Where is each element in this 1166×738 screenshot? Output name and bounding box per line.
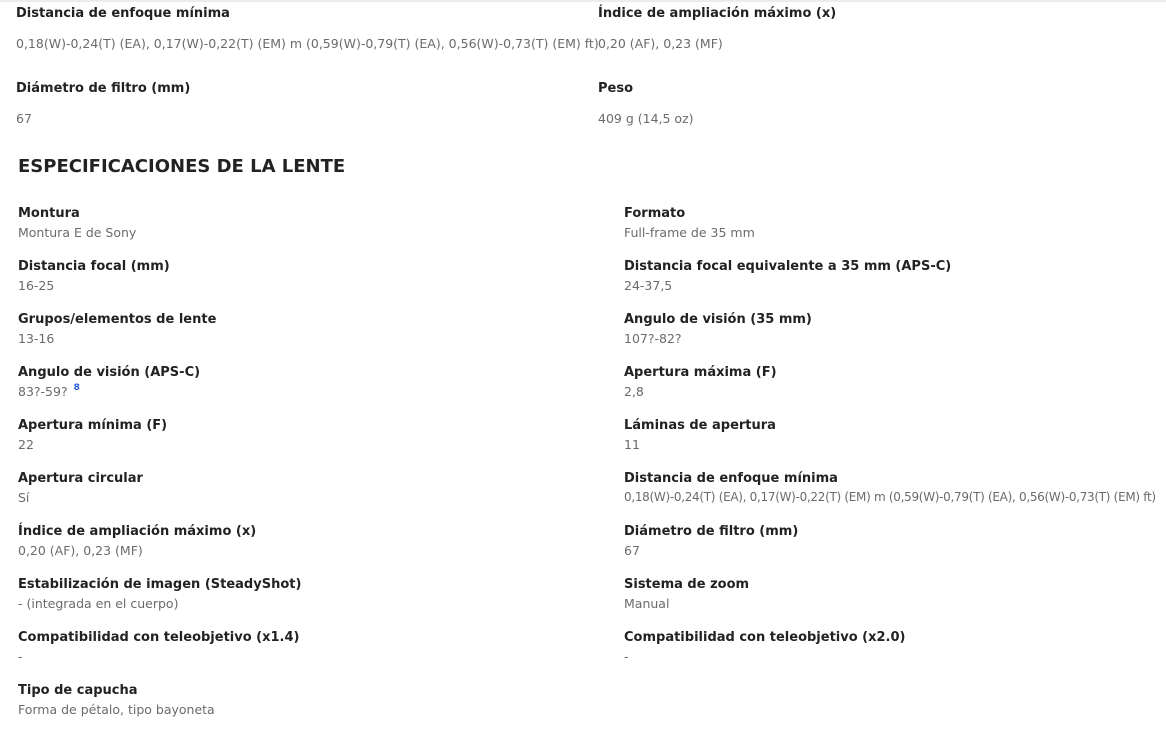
spec-value: - (integrada en el cuerpo) xyxy=(18,596,179,611)
spec-value: Forma de pétalo, tipo bayoneta xyxy=(18,702,215,717)
spec-label: Láminas de apertura xyxy=(624,418,776,433)
spec-value: 0,18(W)-0,24(T) (EA), 0,17(W)-0,22(T) (EM) m (0,59(W)-0,79(T) (EA), 0,56(W)-0,73(T) (EM) ft) xyxy=(16,36,599,51)
spec-label: Compatibilidad con teleobjetivo (x1.4) xyxy=(18,630,300,645)
spec-label: Formato xyxy=(624,206,686,221)
spec-value: 0,18(W)-0,24(T) (EA), 0,17(W)-0,22(T) (EM) m (0,59(W)-0,79(T) (EA), 0,56(W)-0,73(T) (EM) ft) xyxy=(624,490,1156,504)
spec-item xyxy=(18,576,301,612)
spec-value: Manual xyxy=(624,596,670,611)
spec-value: 107?-82? xyxy=(624,331,682,346)
spec-value: - xyxy=(624,649,629,664)
spec-item xyxy=(18,629,299,665)
spec-item xyxy=(18,523,256,559)
spec-item xyxy=(624,364,777,400)
section-title: ESPECIFICACIONES DE LA LENTE xyxy=(18,156,346,177)
spec-label: Apertura máxima (F) xyxy=(624,365,777,380)
spec-label: Peso xyxy=(598,81,634,96)
spec-value: Sí xyxy=(18,490,30,505)
spec-value: 22 xyxy=(18,437,34,452)
spec-value: 67 xyxy=(16,111,32,126)
spec-label: Diámetro de filtro (mm) xyxy=(624,524,799,539)
spec-item xyxy=(624,470,1156,506)
spec-item xyxy=(18,205,136,241)
spec-label: Sistema de zoom xyxy=(624,577,750,592)
spec-value-with-footnote xyxy=(18,383,200,400)
top-spec-weight xyxy=(598,81,694,127)
spec-label: Índice de ampliación máximo (x) xyxy=(18,524,257,539)
spec-item xyxy=(624,629,905,665)
spec-item xyxy=(18,311,216,347)
spec-item xyxy=(624,258,951,294)
spec-value: 83?-59? xyxy=(18,384,68,399)
spec-item xyxy=(18,682,215,718)
top-spec-min-focus xyxy=(16,6,599,52)
spec-item xyxy=(624,311,812,347)
spec-label: Distancia de enfoque mínima xyxy=(16,6,230,21)
spec-item xyxy=(18,364,200,400)
spec-label: Apertura circular xyxy=(18,471,143,486)
top-spec-max-magnification xyxy=(598,6,836,52)
spec-value: 0,20 (AF), 0,23 (MF) xyxy=(598,36,723,51)
spec-label: Angulo de visión (35 mm) xyxy=(624,312,812,327)
spec-label: Diámetro de filtro (mm) xyxy=(16,81,191,96)
spec-item xyxy=(18,470,143,506)
spec-value: 24-37,5 xyxy=(624,278,673,293)
spec-label: Tipo de capucha xyxy=(18,683,138,698)
spec-item xyxy=(624,417,776,453)
spec-item xyxy=(624,205,755,241)
spec-label: Angulo de visión (APS-C) xyxy=(18,365,201,380)
spec-label: Grupos/elementos de lente xyxy=(18,312,217,327)
footnote-link[interactable]: 8 xyxy=(73,383,80,393)
spec-value: 2,8 xyxy=(624,384,644,399)
spec-label: Distancia de enfoque mínima xyxy=(624,471,838,486)
spec-value: 0,20 (AF), 0,23 (MF) xyxy=(18,543,143,558)
spec-item xyxy=(18,258,170,294)
spec-item xyxy=(624,523,798,559)
top-divider xyxy=(0,0,1166,2)
spec-item xyxy=(624,576,749,612)
spec-value: Montura E de Sony xyxy=(18,225,137,240)
spec-value: 11 xyxy=(624,437,640,452)
spec-label: Distancia focal equivalente a 35 mm (APS-C) xyxy=(624,259,952,274)
spec-label: Distancia focal (mm) xyxy=(18,259,170,274)
spec-label: Montura xyxy=(18,206,80,221)
spec-value: Full-frame de 35 mm xyxy=(624,225,755,240)
spec-item xyxy=(18,417,167,453)
spec-value: 409 g (14,5 oz) xyxy=(598,111,694,126)
spec-value: 16-25 xyxy=(18,278,55,293)
spec-label: Estabilización de imagen (SteadyShot) xyxy=(18,577,302,592)
spec-label: Compatibilidad con teleobjetivo (x2.0) xyxy=(624,630,906,645)
top-spec-filter-diameter xyxy=(16,81,190,127)
spec-value: 13-16 xyxy=(18,331,55,346)
spec-value: 67 xyxy=(624,543,640,558)
spec-value: - xyxy=(18,649,23,664)
spec-label: Índice de ampliación máximo (x) xyxy=(598,6,837,21)
spec-label: Apertura mínima (F) xyxy=(18,418,168,433)
